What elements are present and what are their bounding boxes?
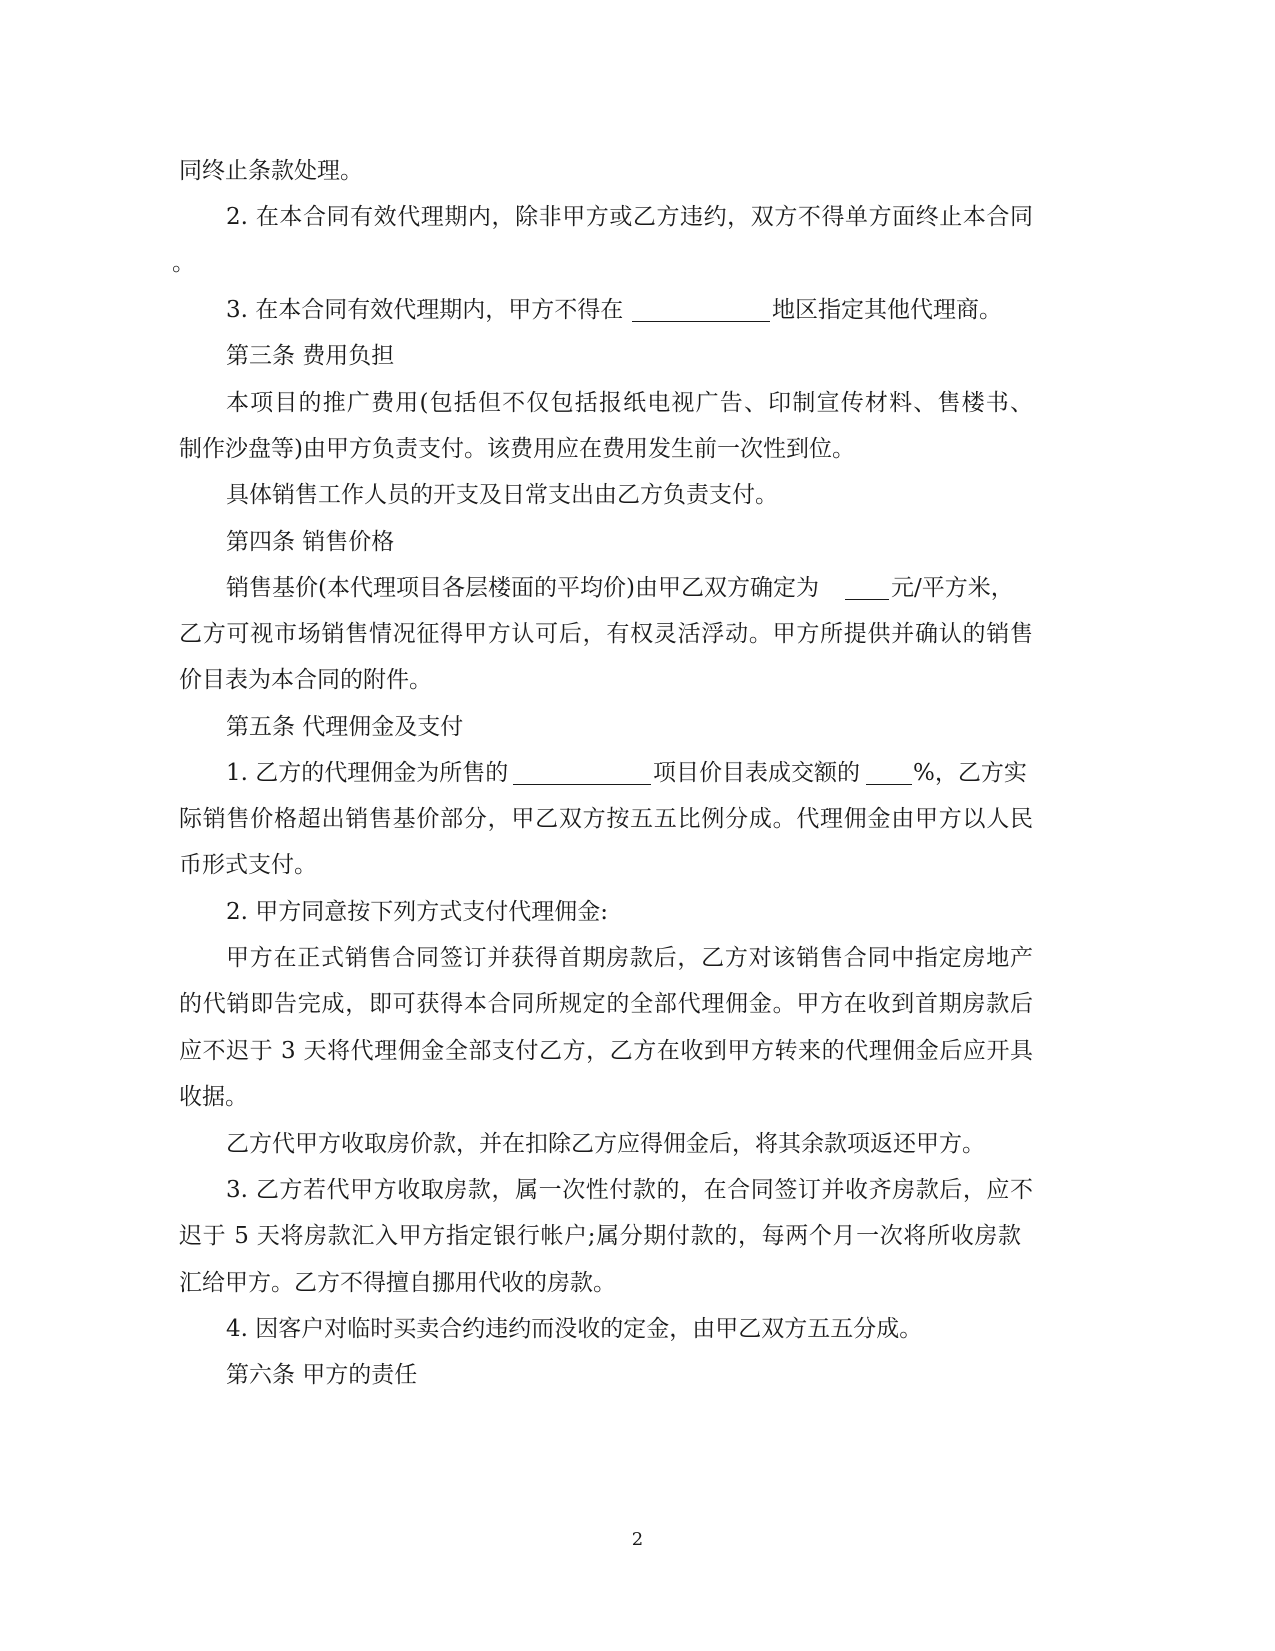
paragraph-line xyxy=(0,1170,1275,1210)
paragraph-line xyxy=(0,475,1275,515)
text-line: 2. 在本合同有效代理期内，除非甲方或乙方违约，双方不得单方面终止本合同 xyxy=(226,204,1033,230)
paragraph-line xyxy=(0,984,1275,1024)
text-line: 4. 因客户对临时买卖合约违约而没收的定金，由甲乙双方五五分成。 xyxy=(226,1316,923,1342)
text-line: 乙方可视市场销售情况征得甲方认可后，有权灵活浮动。甲方所提供并确认的销售 xyxy=(179,621,1033,647)
article-heading xyxy=(0,522,1275,562)
paragraph-line xyxy=(0,753,1275,793)
article-heading xyxy=(0,1355,1275,1395)
paragraph-line xyxy=(0,845,1275,885)
paragraph-line xyxy=(0,1031,1275,1071)
text-line: 同终止条款处理。 xyxy=(179,158,363,184)
text-segment: 3. 在本合同有效代理期内，甲方不得在 xyxy=(226,297,624,323)
text-segment: 1. 乙方的代理佣金为所售的 xyxy=(226,760,509,786)
text-segment: 元/平方米， xyxy=(891,575,1014,601)
fill-in-blank xyxy=(845,599,889,600)
text-line: 应不迟于 3 天将代理佣金全部支付乙方，乙方在收到甲方转来的代理佣金后应开具 xyxy=(179,1038,1033,1064)
text-line: 际销售价格超出销售基价部分，甲乙双方按五五比例分成。代理佣金由甲方以人民 xyxy=(179,806,1033,832)
page-number: 2 xyxy=(631,1529,644,1550)
text-line: 甲方在正式销售合同签订并获得首期房款后，乙方对该销售合同中指定房地产 xyxy=(226,945,1033,971)
text-line: 。 xyxy=(172,250,195,276)
paragraph-line xyxy=(0,568,1275,608)
text-segment: 销售基价(本代理项目各层楼面的平均价)由甲乙双方确定为 xyxy=(226,575,819,601)
text-line: 币形式支付。 xyxy=(179,852,317,878)
paragraph-line xyxy=(0,290,1275,330)
heading-text: 第三条 费用负担 xyxy=(226,343,395,369)
text-line: 的代销即告完成，即可获得本合同所规定的全部代理佣金。甲方在收到首期房款后 xyxy=(179,991,1033,1017)
text-line: 3. 乙方若代甲方收取房款，属一次性付款的，在合同签订并收齐房款后，应不 xyxy=(226,1177,1033,1203)
paragraph-line xyxy=(0,197,1275,237)
paragraph-line xyxy=(0,799,1275,839)
fill-in-blank xyxy=(866,784,912,785)
paragraph-line xyxy=(0,1263,1275,1303)
text-line: 汇给甲方。乙方不得擅自挪用代收的房款。 xyxy=(179,1270,616,1296)
paragraph-line xyxy=(0,660,1275,700)
text-line: 本项目的推广费用(包括但不仅包括报纸电视广告、印制宣传材料、售楼书、 xyxy=(226,390,1033,416)
article-heading xyxy=(0,707,1275,747)
paragraph-line xyxy=(0,892,1275,932)
paragraph-line xyxy=(0,243,1275,283)
text-segment: 地区指定其他代理商。 xyxy=(772,297,1002,323)
text-line: 乙方代甲方收取房价款，并在扣除乙方应得佣金后，将其余款项返还甲方。 xyxy=(226,1131,985,1157)
text-segment: %，乙方实 xyxy=(913,760,1027,786)
heading-text: 第五条 代理佣金及支付 xyxy=(226,714,464,740)
paragraph-line xyxy=(0,1077,1275,1117)
text-line: 收据。 xyxy=(179,1084,248,1110)
text-segment: 项目价目表成交额的 xyxy=(653,760,860,786)
paragraph-line xyxy=(0,383,1275,423)
text-line: 制作沙盘等)由甲方负责支付。该费用应在费用发生前一次性到位。 xyxy=(179,436,855,462)
paragraph-line xyxy=(0,151,1275,191)
paragraph-line xyxy=(0,1124,1275,1164)
paragraph-line xyxy=(0,1216,1275,1256)
heading-text: 第四条 销售价格 xyxy=(226,529,395,555)
text-line: 2. 甲方同意按下列方式支付代理佣金: xyxy=(226,899,609,925)
text-line: 迟于 5 天将房款汇入甲方指定银行帐户;属分期付款的，每两个月一次将所收房款 xyxy=(179,1223,1021,1249)
fill-in-blank xyxy=(513,784,651,785)
paragraph-line xyxy=(0,1309,1275,1349)
text-line: 价目表为本合同的附件。 xyxy=(179,667,432,693)
paragraph-line xyxy=(0,614,1275,654)
fill-in-blank xyxy=(632,321,770,322)
heading-text: 第六条 甲方的责任 xyxy=(226,1362,418,1388)
text-line: 具体销售工作人员的开支及日常支出由乙方负责支付。 xyxy=(226,482,778,508)
article-heading xyxy=(0,336,1275,376)
paragraph-line xyxy=(0,429,1275,469)
paragraph-line xyxy=(0,938,1275,978)
